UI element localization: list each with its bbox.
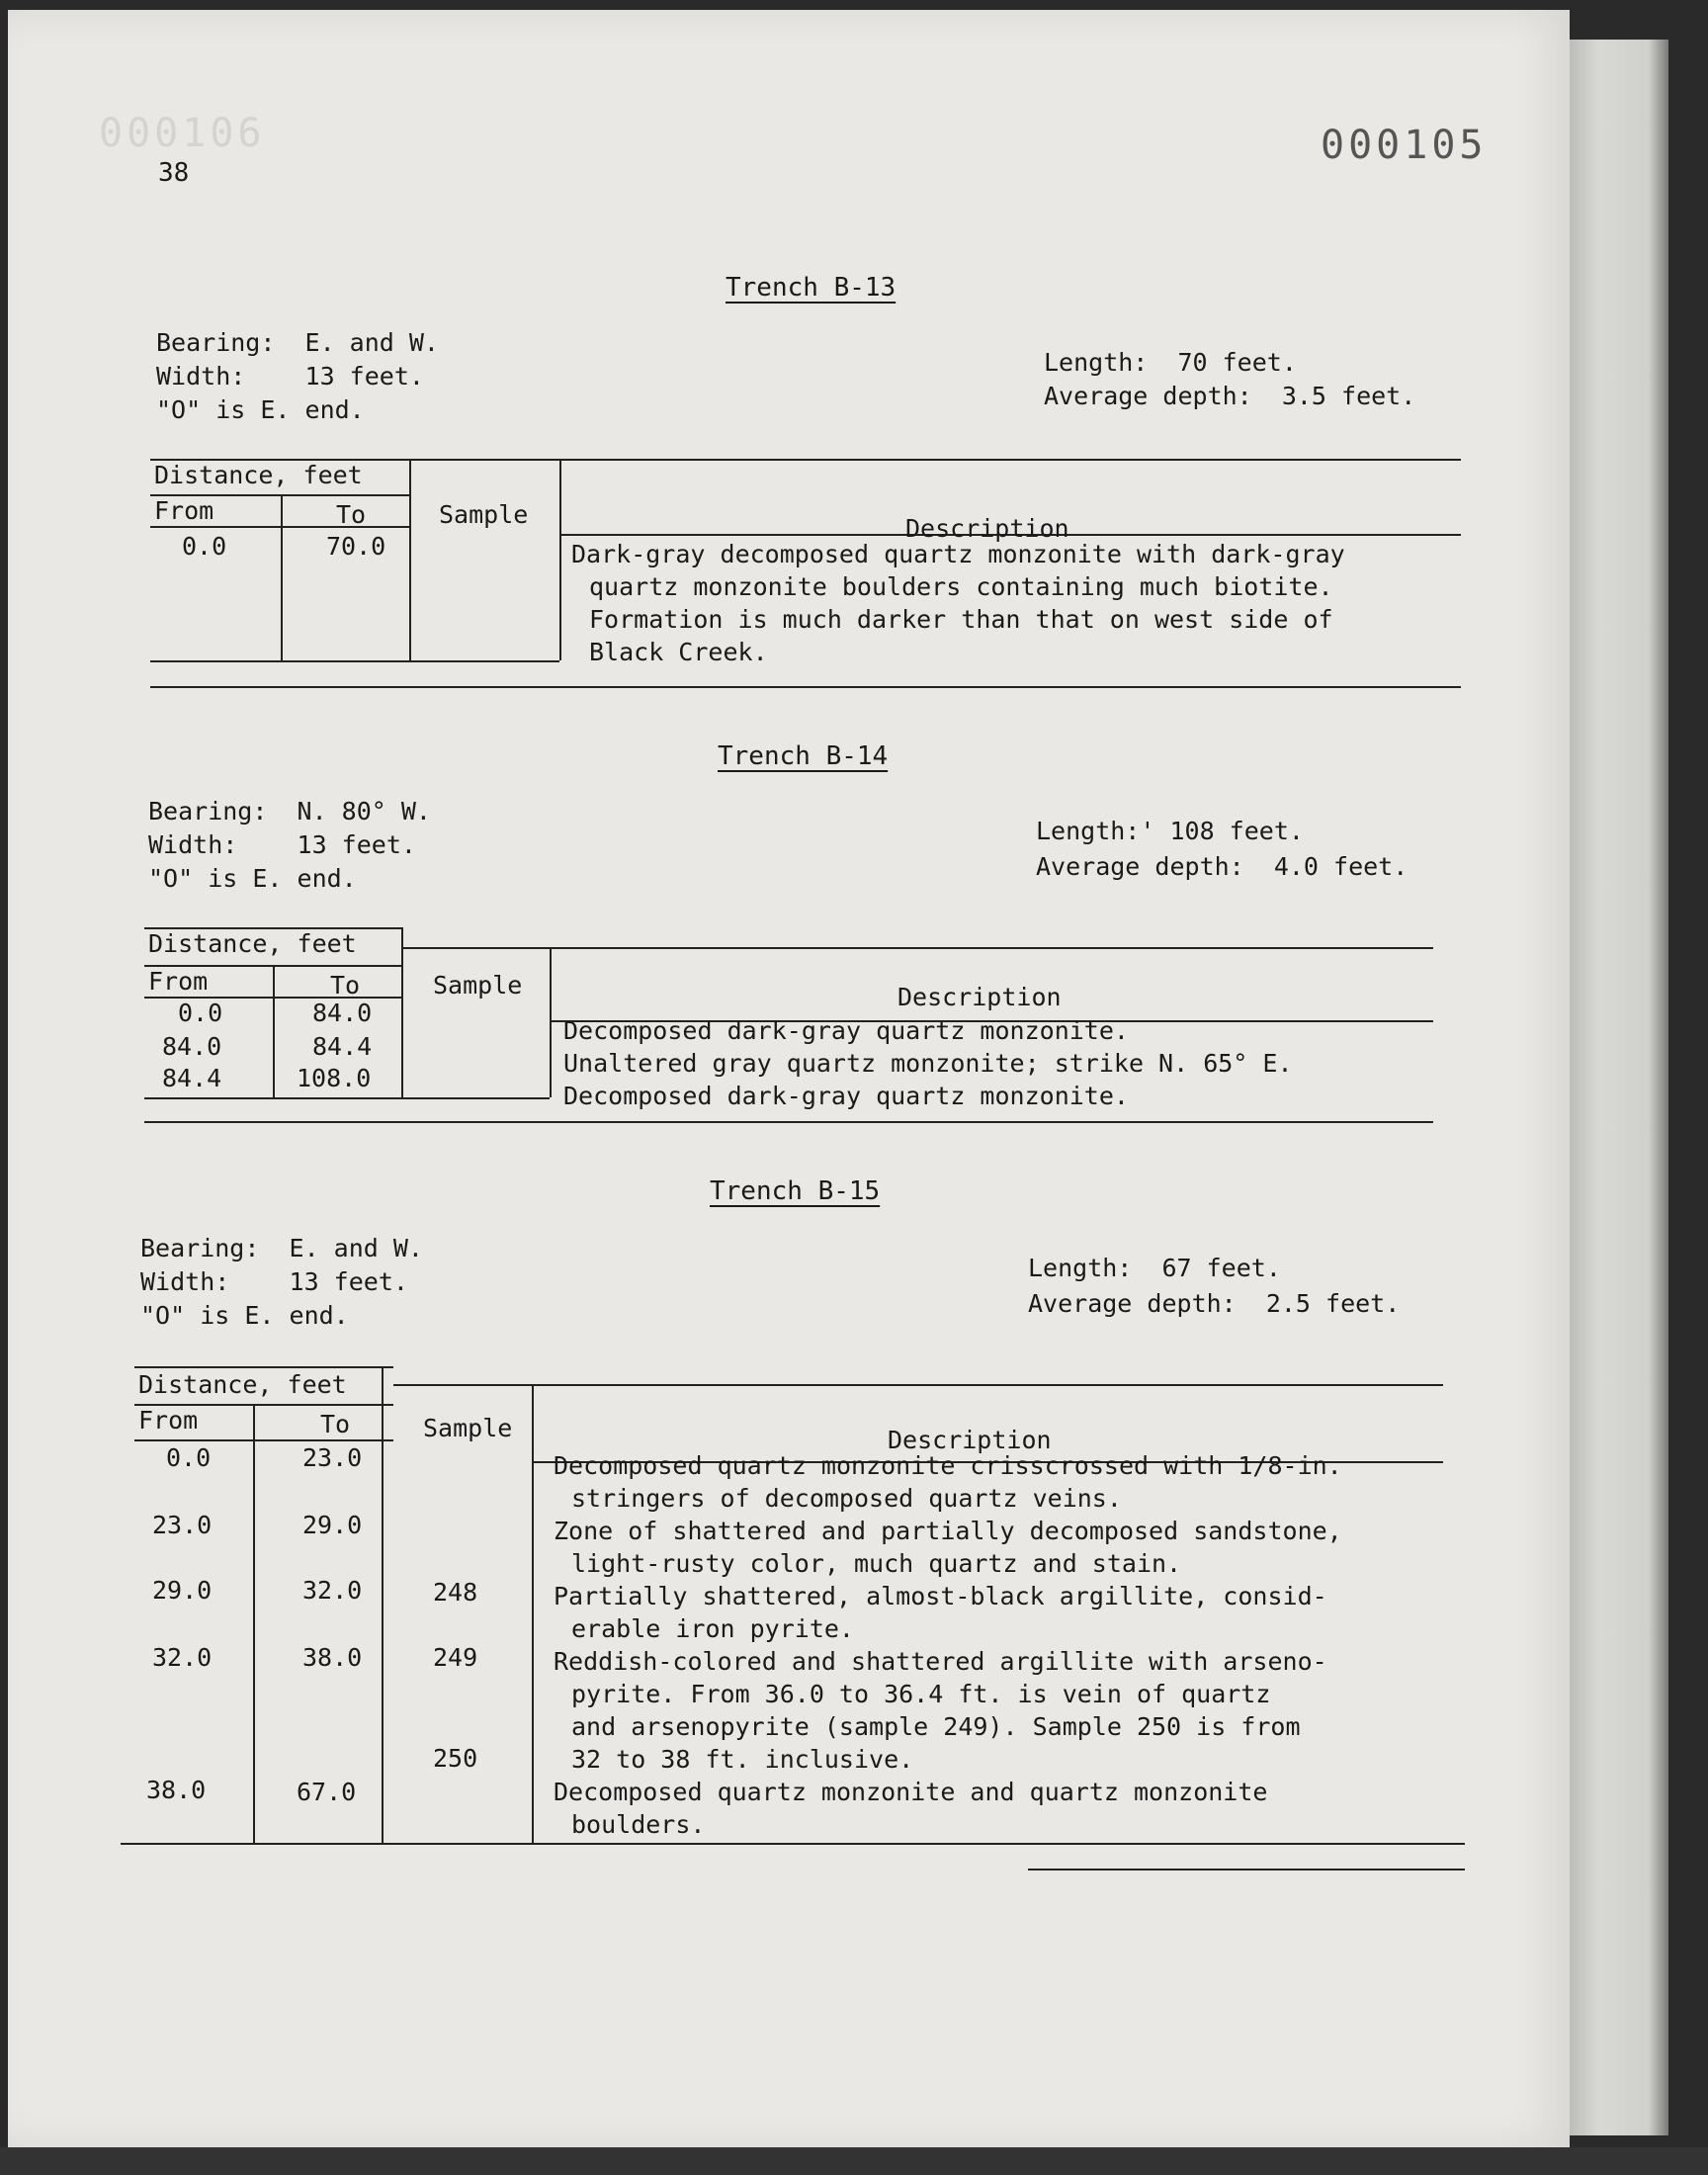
cell-from: 84.0 — [162, 1032, 222, 1061]
description-line: Decomposed dark-gray quartz monzonite. — [563, 1082, 1129, 1110]
description-line: quartz monzonite boulders containing much biotite. — [589, 572, 1333, 601]
trench-b14-bearing: Bearing: N. 80° W. — [148, 797, 431, 826]
description-line: erable iron pyrite. — [571, 1614, 854, 1643]
table-rule — [1028, 1869, 1465, 1870]
header-distance: Distance, feet — [154, 461, 363, 489]
cell-description — [554, 1449, 1342, 1841]
page-number: 38 — [158, 158, 190, 188]
cell-description — [563, 1014, 1293, 1112]
description-line: boulders. — [571, 1810, 706, 1839]
trench-b14-origin: "O" is E. end. — [148, 864, 357, 893]
header-sample: Sample — [439, 500, 529, 529]
cell-from: 32.0 — [152, 1643, 213, 1672]
description-line: Black Creek. — [589, 638, 768, 666]
description-line: Dark-gray decomposed quartz monzonite with dark-gray — [571, 540, 1345, 568]
description-line: Decomposed dark-gray quartz monzonite. — [563, 1016, 1129, 1045]
trench-b15-width: Width: 13 feet. — [140, 1267, 408, 1296]
cell-from: 38.0 — [146, 1776, 207, 1804]
trench-title-b13: Trench B-13 — [726, 273, 897, 303]
header-description: Description — [905, 514, 1069, 543]
trench-b13-origin: "O" is E. end. — [156, 395, 365, 424]
table-rule — [409, 459, 1461, 461]
trench-b13-length: Length: 70 feet. — [1044, 348, 1297, 377]
trench-b13-width: Width: 13 feet. — [156, 362, 424, 391]
cell-from: 0.0 — [182, 532, 227, 561]
header-sample: Sample — [423, 1414, 513, 1442]
table-rule — [121, 1843, 1465, 1845]
description-line: Decomposed quartz monzonite crisscrossed with 1/8-in. — [554, 1451, 1342, 1480]
cell-to: 67.0 — [297, 1778, 357, 1806]
description-line: Zone of shattered and partially decomposed sandstone, — [554, 1517, 1342, 1545]
cell-to: 84.0 — [312, 999, 373, 1027]
header-description: Description — [888, 1426, 1052, 1454]
trench-b15-length: Length: 67 feet. — [1028, 1254, 1281, 1282]
description-line: light-rusty color, much quartz and stain. — [571, 1549, 1182, 1578]
cell-to: 23.0 — [302, 1443, 363, 1472]
table-rule — [144, 1121, 1433, 1123]
table-rule — [559, 459, 561, 660]
table-rule — [393, 1384, 1443, 1386]
header-distance: Distance, feet — [148, 929, 357, 958]
header-from: From — [138, 1406, 199, 1435]
description-line: Formation is much darker than that on west side of — [589, 605, 1333, 634]
header-sample: Sample — [433, 971, 523, 1000]
header-from: From — [148, 967, 209, 996]
cell-to: 32.0 — [302, 1576, 363, 1605]
trench-b13-bearing: Bearing: E. and W. — [156, 328, 439, 357]
cell-from: 0.0 — [178, 999, 223, 1027]
table-rule — [532, 1384, 534, 1843]
cell-sample: 250 — [433, 1744, 478, 1773]
trench-b15-origin: "O" is E. end. — [140, 1301, 349, 1330]
table-rule — [273, 965, 275, 1097]
header-distance: Distance, feet — [138, 1370, 347, 1399]
cell-from: 84.4 — [162, 1064, 222, 1092]
document-stamp: 000105 — [1321, 123, 1488, 168]
table-rule — [281, 494, 283, 660]
cell-to: 108.0 — [297, 1064, 372, 1092]
cell-to: 29.0 — [302, 1511, 363, 1539]
description-line: and arsenopyrite (sample 249). Sample 250 is from — [571, 1712, 1301, 1741]
cell-from: 0.0 — [166, 1443, 212, 1472]
cell-sample: 248 — [433, 1578, 478, 1607]
cell-to: 70.0 — [326, 532, 386, 561]
trench-title-b15: Trench B-15 — [710, 1176, 881, 1206]
trench-b13-avg-depth: Average depth: 3.5 feet. — [1044, 382, 1416, 410]
cell-to: 84.4 — [312, 1032, 373, 1061]
cell-to: 38.0 — [302, 1643, 363, 1672]
trench-b14-length: Length:' 108 feet. — [1036, 817, 1304, 845]
header-to: To — [336, 500, 367, 529]
cell-from: 29.0 — [152, 1576, 213, 1605]
description-line: 32 to 38 ft. inclusive. — [571, 1745, 914, 1774]
header-to: To — [320, 1410, 351, 1438]
trench-b14-avg-depth: Average depth: 4.0 feet. — [1036, 852, 1409, 881]
description-line: stringers of decomposed quartz veins. — [571, 1484, 1122, 1513]
description-line: Reddish-colored and shattered argillite with arseno- — [554, 1647, 1327, 1676]
table-rule — [150, 660, 559, 662]
table-rule — [550, 947, 552, 1097]
trench-b15-avg-depth: Average depth: 2.5 feet. — [1028, 1289, 1401, 1318]
table-rule — [144, 1097, 550, 1099]
ghost-stamp: 000106 — [99, 111, 266, 156]
table-rule — [150, 686, 1461, 688]
table-rule — [401, 947, 1433, 949]
description-line: pyrite. From 36.0 to 36.4 ft. is vein of quartz — [571, 1680, 1271, 1708]
table-rule — [253, 1404, 255, 1843]
cell-from: 23.0 — [152, 1511, 213, 1539]
header-to: To — [330, 971, 361, 1000]
table-rule — [401, 927, 403, 1097]
trench-title-b14: Trench B-14 — [718, 741, 889, 771]
book-spine-edge — [1570, 40, 1668, 2135]
table-rule — [382, 1366, 384, 1843]
cell-sample: 249 — [433, 1643, 478, 1672]
header-description: Description — [897, 983, 1062, 1011]
scan-border — [0, 2147, 1708, 2175]
cell-description — [571, 538, 1345, 668]
description-line: Unaltered gray quartz monzonite; strike N. 65° E. — [563, 1049, 1293, 1078]
table-rule — [409, 459, 411, 660]
description-line: Decomposed quartz monzonite and quartz monzonite — [554, 1778, 1268, 1806]
header-from: From — [154, 496, 214, 525]
trench-b15-bearing: Bearing: E. and W. — [140, 1234, 423, 1262]
trench-b14-width: Width: 13 feet. — [148, 830, 416, 859]
description-line: Partially shattered, almost-black argillite, consid- — [554, 1582, 1327, 1610]
